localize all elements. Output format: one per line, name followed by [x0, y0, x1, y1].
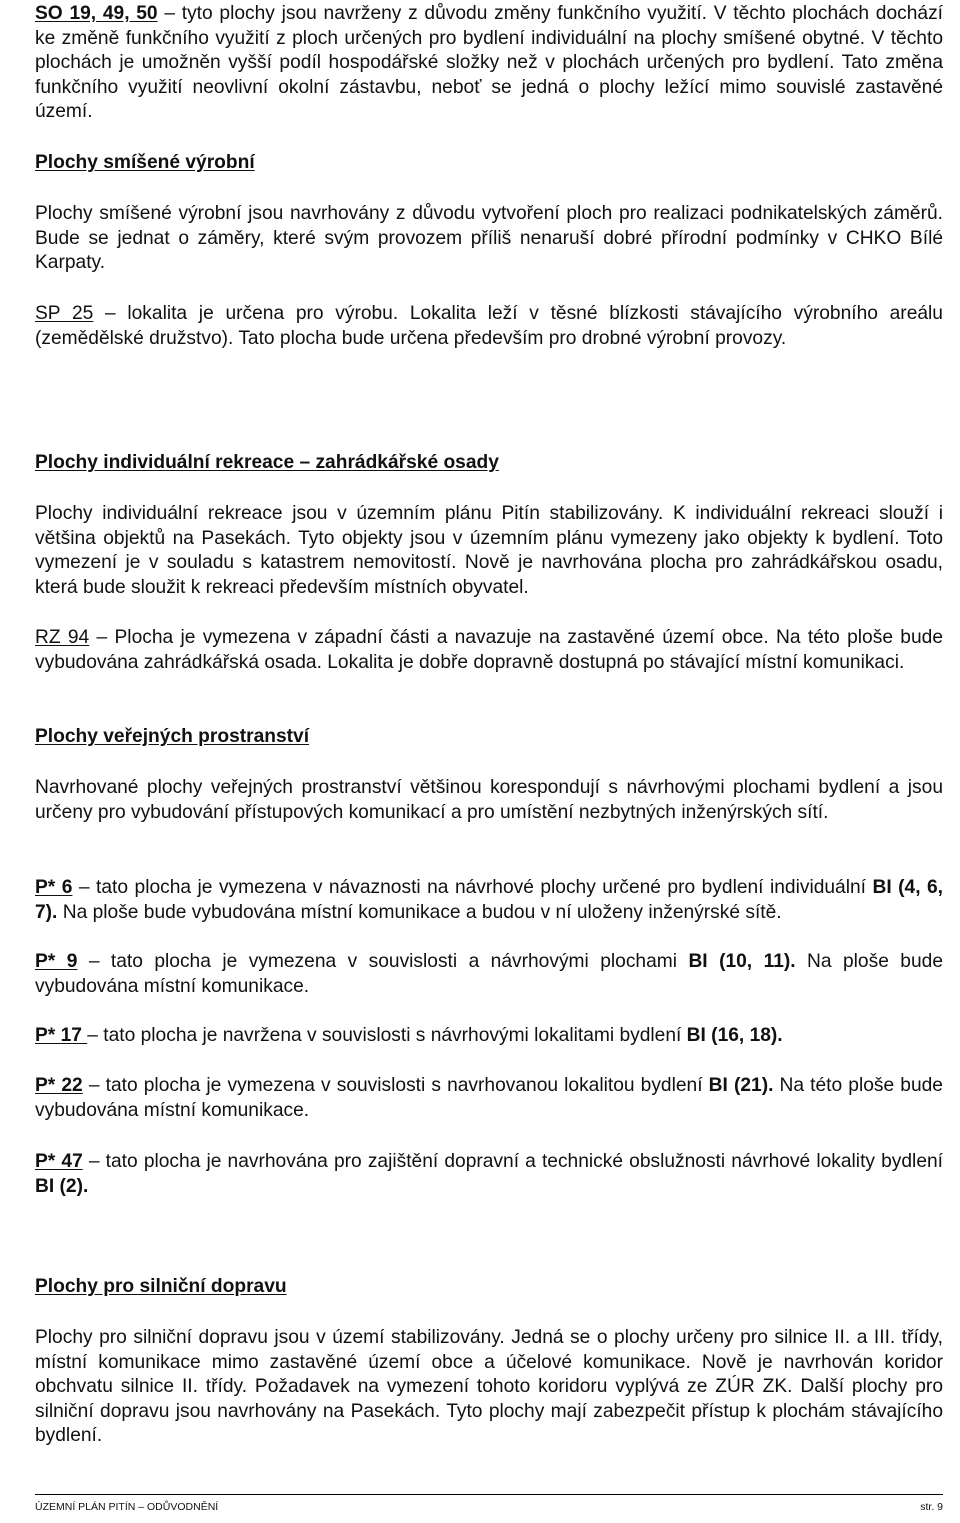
heading-individualni-rekreace: Plochy individuální rekreace – zahrádkářské osady: [35, 452, 499, 473]
p47-paragraph: [35, 1150, 943, 1199]
p22-paragraph: [35, 1074, 943, 1123]
so-paragraph: [35, 2, 943, 125]
rz94-code: RZ 94: [35, 627, 90, 648]
p17-bold: BI (16, 18).: [686, 1025, 783, 1046]
p22-text-a: – tato plocha je vymezena v souvislosti s navrhovanou lokalitou bydlení: [82, 1075, 709, 1096]
sp25-code: SP 25: [35, 303, 94, 324]
sp25-paragraph: [35, 302, 943, 351]
p6-text-b: Na ploše bude vybudována místní komunikace a budou v ní uloženy inženýrské sítě.: [57, 901, 782, 923]
rz94-paragraph: [35, 626, 943, 675]
p22-text-b: Na této ploše bude vybudována místní komunikace.: [35, 1075, 943, 1121]
so-code: SO 19, 49, 50: [35, 3, 158, 24]
p6-bold: BI (4, 6, 7).: [35, 877, 943, 923]
sp25-text: – lokalita je určena pro výrobu. Lokalita leží v těsné blízkosti stávajícího výrobního areálu (zemědělské družstvo). Tato plocha bude určena především pro drobné výrobní provozy.: [35, 303, 943, 349]
doprava-intro: Plochy pro silniční dopravu jsou v území stabilizovány. Jedná se o plochy určeny pro silnice II. a III. třídy, místní komunikace mimo zastavěné území obce a účelové komunikace. Nově je navrhován koridor obchvatu silnice II. třídy. Požadavek na vymezení tohoto koridoru vyplývá ze ZÚR ZK. Další plochy pro silniční dopravu jsou navrhovány na Pasekách. Tyto plochy mají zabezpečit přístup k plochám stávajícího bydlení.: [35, 1327, 943, 1446]
footer-title: ÚZEMNÍ PLÁN PITÍN – ODŮVODNĚNÍ: [35, 1501, 219, 1513]
heading-smisene-vyrobni: Plochy smíšené výrobní: [35, 152, 255, 173]
heading-verejna-prostranstvi: Plochy veřejných prostranství: [35, 726, 310, 747]
p47-code: P* 47: [35, 1151, 83, 1172]
p6-paragraph: [35, 876, 943, 925]
p9-bold: BI (10, 11).: [688, 951, 796, 972]
p9-paragraph: [35, 950, 943, 999]
page-number: str. 9: [920, 1501, 943, 1513]
p9-text-a: – tato plocha je vymezena v souvislosti a návrhovými plochami: [77, 951, 689, 972]
p17-code: P* 17: [35, 1025, 88, 1046]
verejne-intro: Navrhované plochy veřejných prostranství většinou korespondují s návrhovými plochami bydlení a jsou určeny pro vybudování přístupových komunikací a pro umístění nezbytných inženýrských sítí.: [35, 777, 943, 823]
rekreace-intro: Plochy individuální rekreace jsou v územním plánu Pitín stabilizovány. K individuální rekreaci slouží i většina objektů na Pasekách. Tyto objekty jsou v územním plánu vymezeny jako objekty k bydlení. Toto vymezení je v souladu s katastrem nemovitostí. Nově je navrhována plocha pro zahrádkářskou osadu, která bude sloužit k rekreaci především místních obyvatel.: [35, 503, 943, 598]
page-footer: [35, 1494, 943, 1514]
rz94-text: – Plocha je vymezena v západní části a navazuje na zastavěné území obce. Na této ploše bude vybudována zahrádkářská osada. Lokalita je dobře dopravně dostupná po stávající místní komunikaci.: [35, 627, 943, 673]
p47-bold: BI (2).: [35, 1175, 89, 1197]
p6-text-a: – tato plocha je vymezena v návaznosti na návrhové plochy určené pro bydlení individuální: [72, 877, 873, 898]
p9-code: P* 9: [35, 951, 78, 972]
p17-paragraph: [35, 1024, 943, 1049]
p22-bold: BI (21).: [708, 1075, 774, 1096]
vyrobni-intro: Plochy smíšené výrobní jsou navrhovány z důvodu vytvoření ploch pro realizaci podnikatelských záměrů. Bude se jednat o záměry, které svým provozem příliš nenaruší dobré přírodní podmínky v CHKO Bílé Karpaty.: [35, 203, 943, 273]
p17-text: – tato plocha je navržena v souvislosti s návrhovými lokalitami bydlení: [87, 1025, 687, 1046]
heading-silnicni-doprava: Plochy pro silniční dopravu: [35, 1276, 287, 1297]
p47-text: – tato plocha je navrhována pro zajištění dopravní a technické obslužnosti návrhové lokality bydlení: [82, 1151, 943, 1172]
so-text: – tyto plochy jsou navrženy z důvodu změny funkčního využití. V těchto plochách dochází ke změně funkčního využití z ploch určených pro bydlení individuální na plochy smíšené obytné. V těchto plochách je umožněn vyšší podíl hospodářské složky než v plochách určených pro bydlení. Tato změna funkčního využití neovlivní okolní zástavbu, neboť se jedná o plochy ležící mimo souvislé zastavěné území.: [35, 3, 944, 122]
p9-text-b: Na ploše bude vybudována místní komunikace.: [35, 951, 943, 997]
p22-code: P* 22: [35, 1075, 83, 1096]
p6-code: P* 6: [35, 877, 73, 898]
